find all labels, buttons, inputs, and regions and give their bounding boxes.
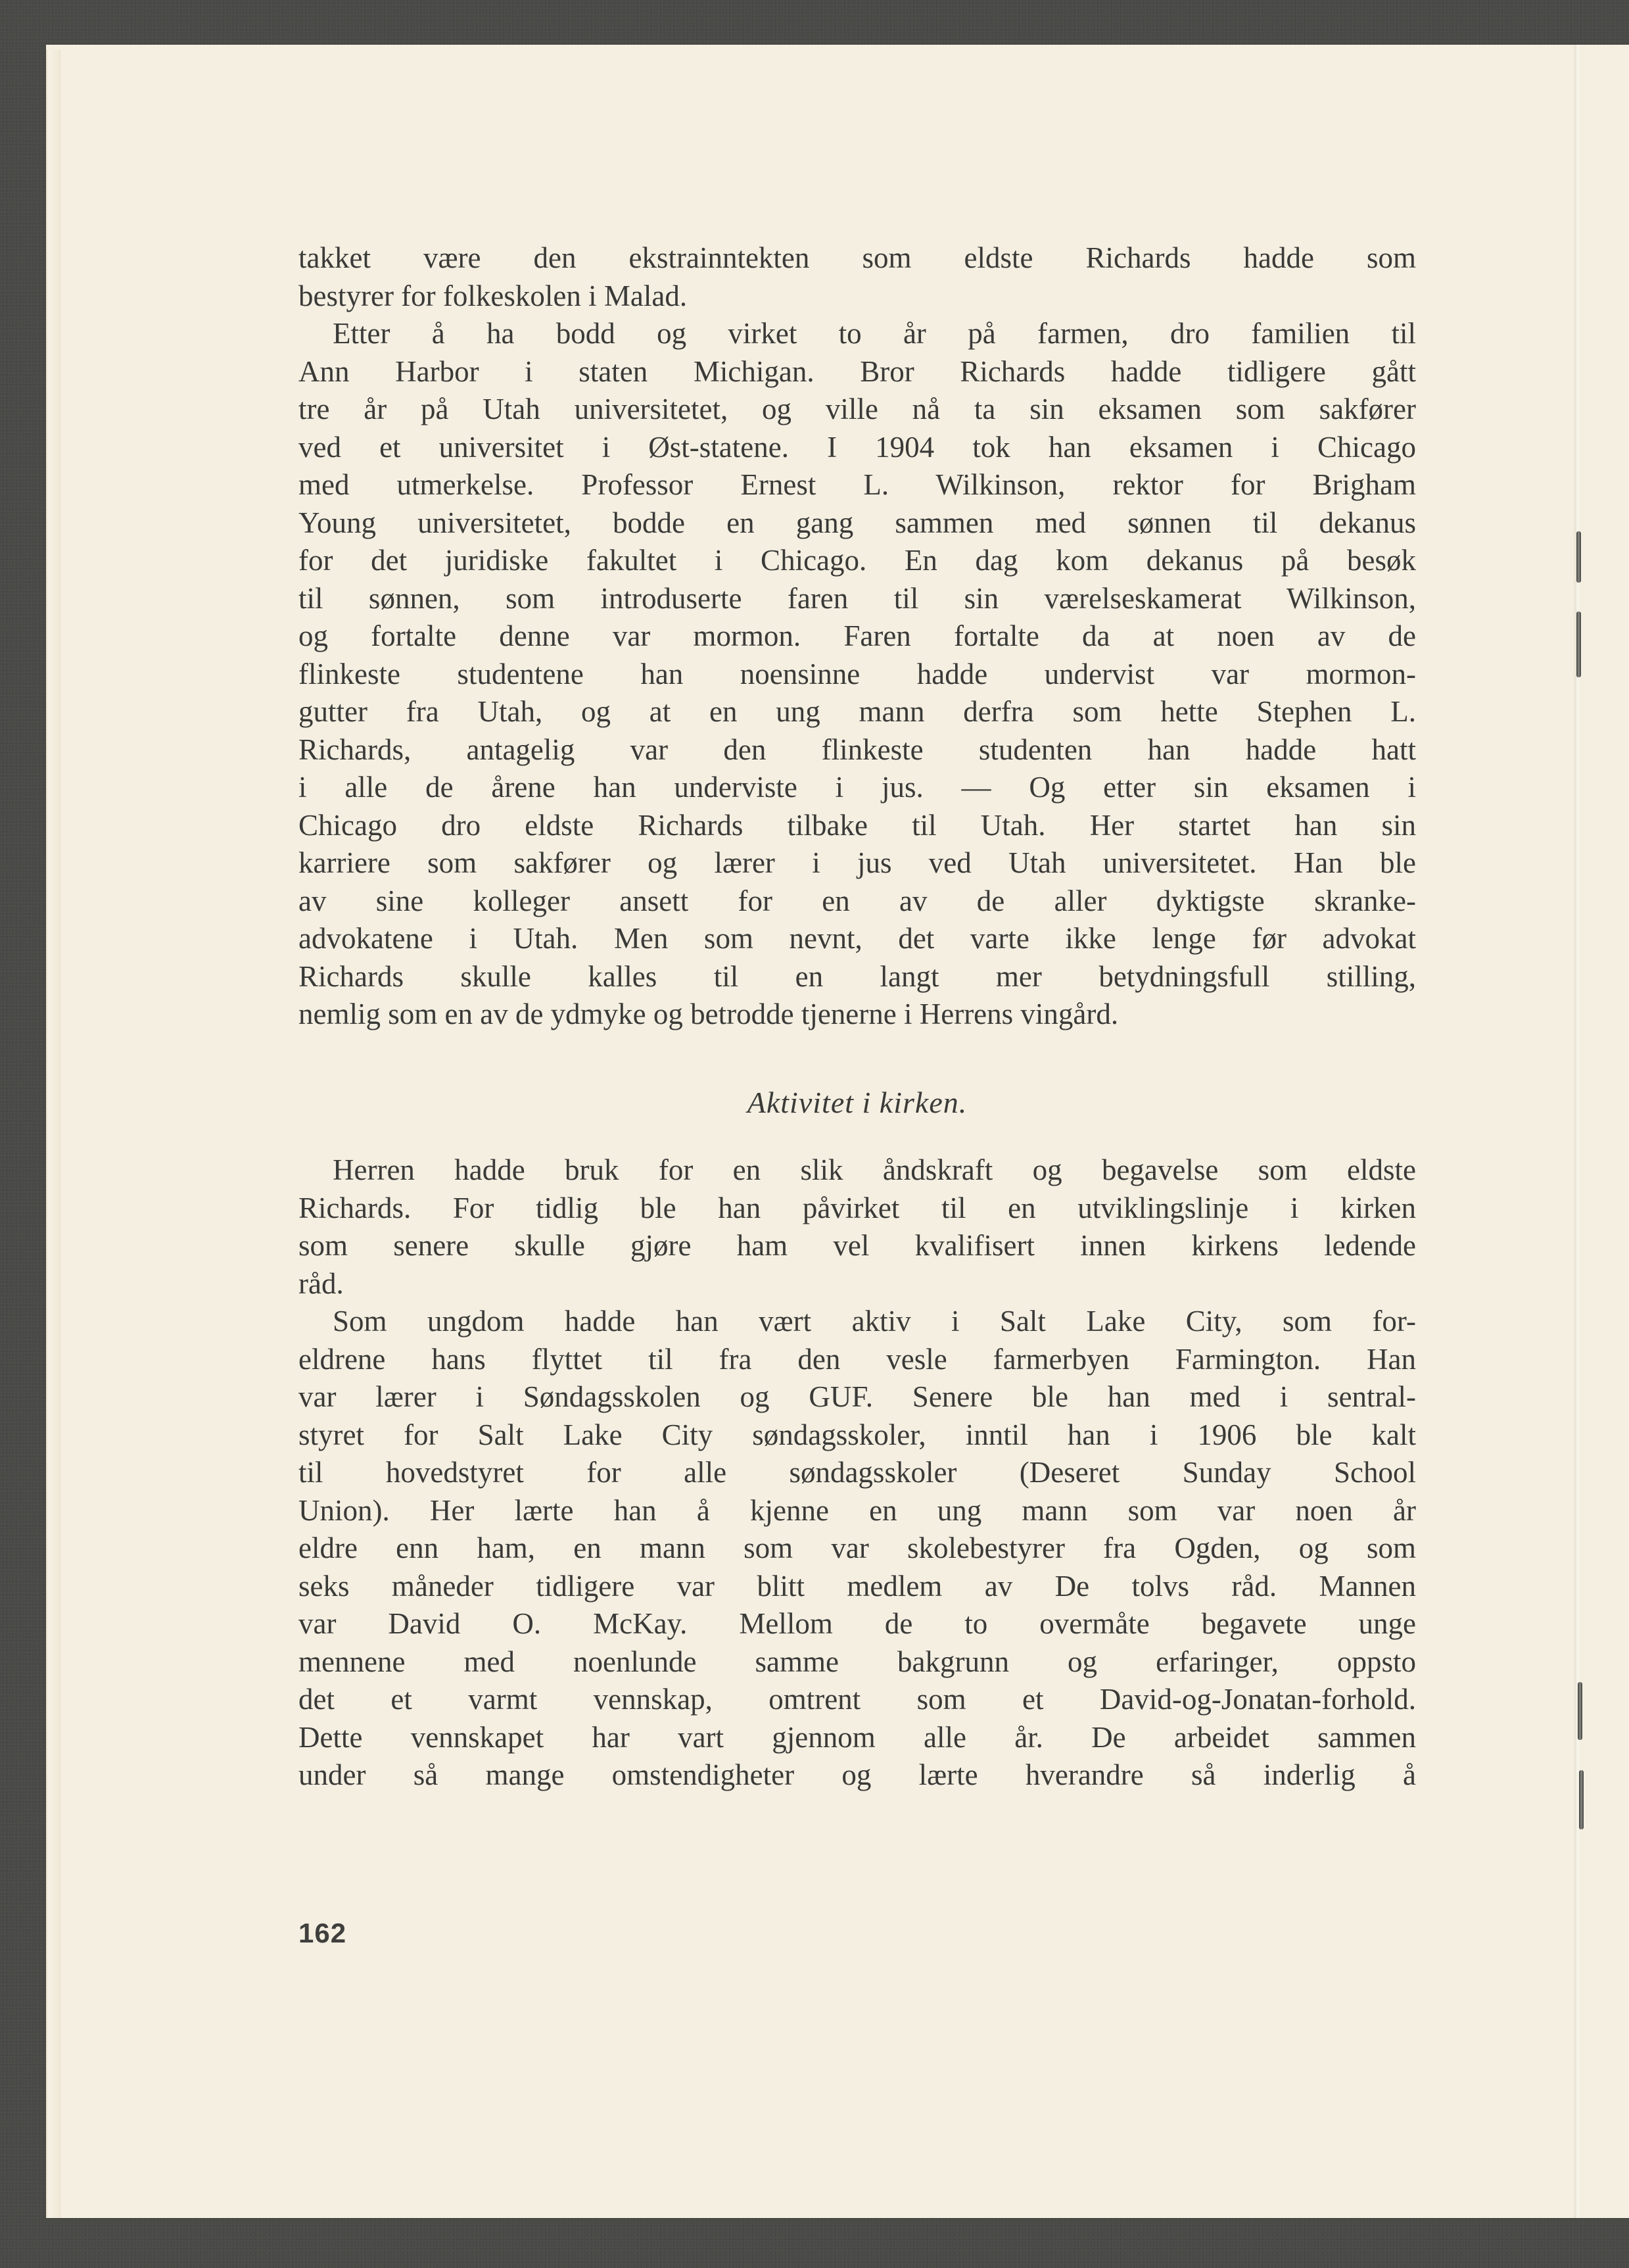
text-line: eldre enn ham, en mann som var skolebestyrer fra Ogden, og som (298, 1532, 1416, 1564)
text-line: råd. (298, 1267, 344, 1300)
text-line: seks måneder tidligere var blitt medlem av De tolvs råd. Mannen (298, 1569, 1416, 1603)
text-line: Young universitetet, bodde en gang sammen med sønnen til dekanus (298, 506, 1416, 539)
text-line: av sine kolleger ansett for en av de aller dyktigste skranke- (298, 884, 1416, 917)
text-line: var David O. McKay. Mellom de to overmåte begavete unge (298, 1607, 1416, 1640)
text-line: til sønnen, som introduserte faren til sin værelseskamerat Wilkinson, (298, 581, 1416, 615)
text-line: Richards. For tidlig ble han påvirket til en utviklingslinje i kirken (298, 1191, 1416, 1224)
text-line: og fortalte denne var mormon. Faren fortalte da at noen av de (298, 619, 1416, 652)
text-line: var lærer i Søndagsskolen og GUF. Senere ble han med i sentral- (298, 1380, 1416, 1413)
paragraph (298, 1151, 1416, 1303)
text-line: Chicago dro eldste Richards tilbake til Utah. Her startet han sin (298, 808, 1416, 842)
text-line: karriere som sakfører og lærer i jus ved Utah universitetet. Han ble (298, 846, 1416, 879)
text-line: under så mange omstendigheter og lærte hverandre så inderlig å (298, 1758, 1416, 1791)
page-number: 162 (298, 1918, 347, 1948)
book-page (46, 45, 1629, 2218)
paragraph (298, 1303, 1416, 1795)
text-line: ved et universitet i Øst-statene. I 1904 tok han eksamen i Chicago (298, 430, 1416, 464)
section-before-heading (298, 239, 1416, 1034)
binding-gutter (1573, 45, 1580, 2218)
text-line: for det juridiske fakultet i Chicago. En dag kom dekanus på besøk (298, 544, 1416, 577)
text-line: gutter fra Utah, og at en ung mann derfra som hette Stephen L. (298, 695, 1416, 728)
text-line: Richards, antagelig var den flinkeste studenten han hadde hatt (298, 733, 1416, 766)
text-line: Herren hadde bruk for en slik åndskraft og begavelse som eldste (333, 1153, 1416, 1186)
text-line: i alle de årene han underviste i jus. — Og etter sin eksamen i (298, 771, 1416, 804)
text-line: Ann Harbor i staten Michigan. Bror Richards hadde tidligere gått (298, 354, 1416, 388)
paragraph (298, 315, 1416, 1034)
text-line: med utmerkelse. Professor Ernest L. Wilkinson, rektor for Brigham (298, 468, 1416, 501)
text-line: Union). Her lærte han å kjenne en ung mann som var noen år (298, 1493, 1416, 1527)
text-line: advokatene i Utah. Men som nevnt, det varte ikke lenge før advokat (298, 922, 1416, 955)
text-line: Som ungdom hadde han vært aktiv i Salt Lake City, som for- (333, 1305, 1416, 1338)
section-after-heading (298, 1151, 1416, 1795)
staple-icon (1578, 1682, 1582, 1740)
body-text (298, 239, 1416, 1795)
text-line: flinkeste studentene han noensinne hadde undervist var mormon- (298, 657, 1416, 690)
text-line: styret for Salt Lake City søndagsskoler, inntil han i 1906 ble kalt (298, 1418, 1416, 1451)
text-line: bestyrer for folkeskolen i Malad. (298, 279, 688, 312)
text-line: Richards skulle kalles til en langt mer betydningsfull stilling, (298, 959, 1416, 993)
text-line: Etter å ha bodd og virket to år på farmen, dro familien til (333, 317, 1416, 350)
section-heading: Aktivitet i kirken. (747, 1085, 968, 1119)
text-line: nemlig som en av de ydmyke og betrodde tjenerne i Herrens vingård. (298, 998, 1119, 1030)
text-line: det et varmt vennskap, omtrent som et David-og-Jonatan-forhold. (298, 1683, 1416, 1716)
paragraph (298, 239, 1416, 315)
text-line: Dette vennskapet har vart gjennom alle år. De arbeidet sammen (298, 1720, 1416, 1754)
text-line: mennene med noenlunde samme bakgrunn og erfaringer, oppsto (298, 1645, 1416, 1678)
staple-icon (1576, 531, 1581, 583)
staple-icon (1576, 612, 1581, 677)
text-line: til hovedstyret for alle søndagsskoler (Deseret Sunday School (298, 1456, 1416, 1489)
staple-icon (1579, 1770, 1584, 1829)
page-stack-edge (46, 50, 60, 2218)
text-line: tre år på Utah universitetet, og ville nå ta sin eksamen som sakfører (298, 393, 1416, 425)
text-line: eldrene hans flyttet til fra den vesle farmerbyen Farmington. Han (298, 1342, 1416, 1376)
text-line: som senere skulle gjøre ham vel kvalifisert innen kirkens ledende (298, 1229, 1416, 1262)
text-line: takket være den ekstrainntekten som eldste Richards hadde som (298, 241, 1416, 274)
